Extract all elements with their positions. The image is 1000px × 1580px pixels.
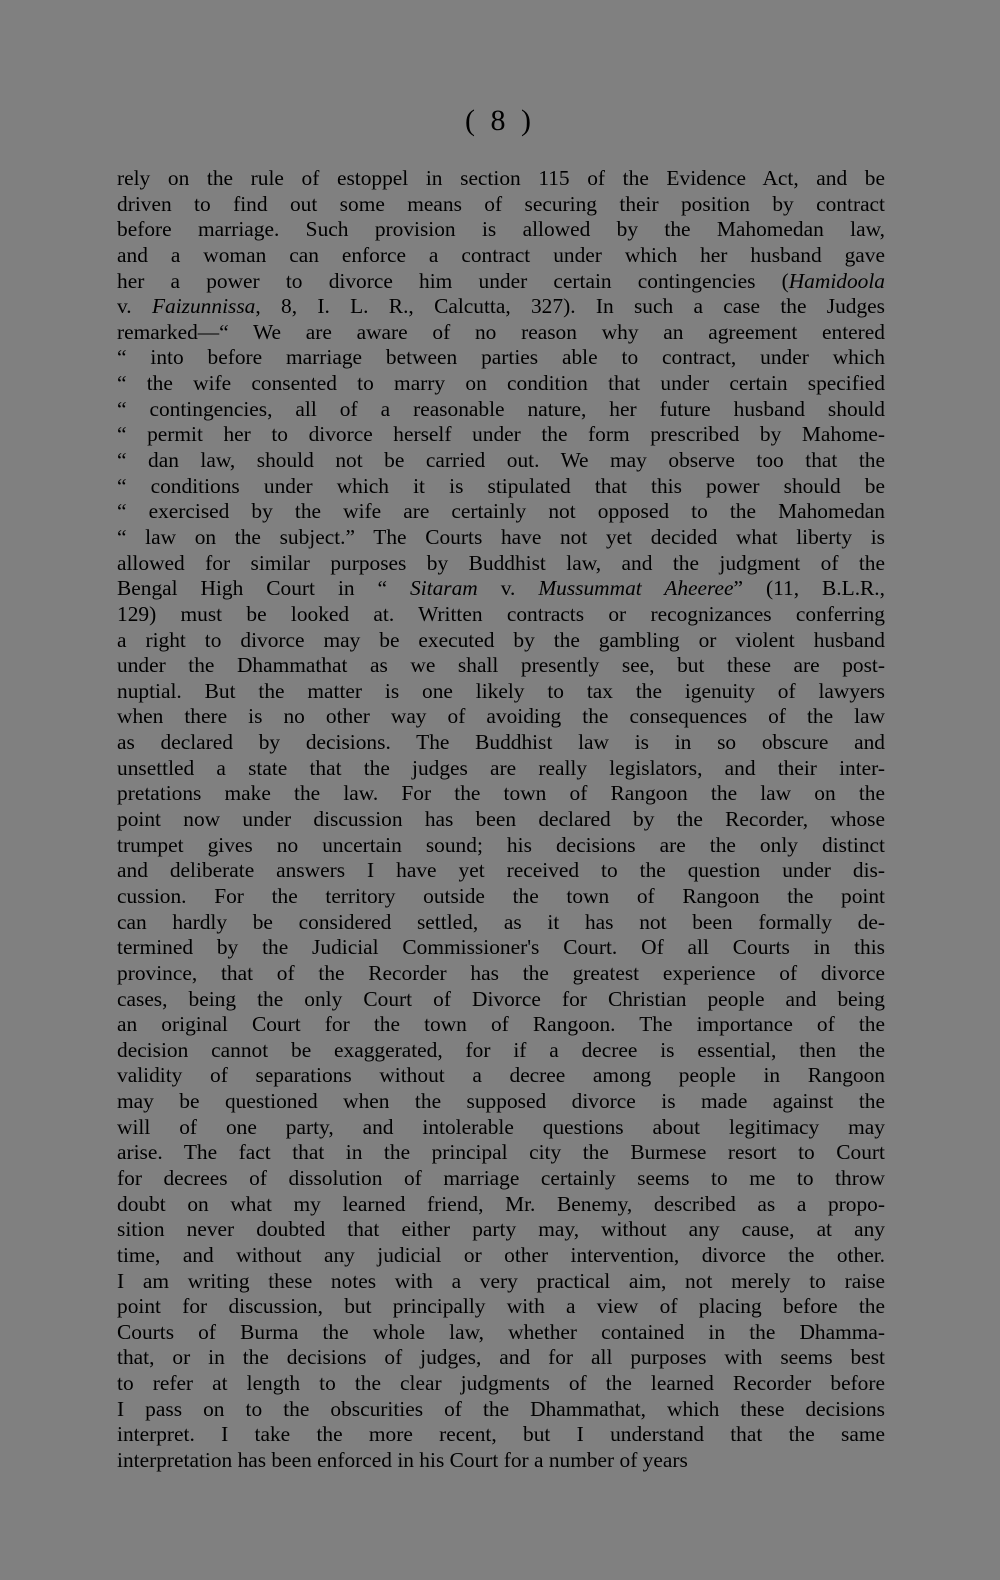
text-line: Bengal High Court in “ Sitaram v. Mussummat Aheeree” (11, B.L.R., — [117, 576, 885, 601]
text-line: “ into before marriage between parties able to contract, under which — [117, 345, 885, 370]
text-line: rely on the rule of estoppel in section 115 of the Evidence Act, and be — [117, 166, 885, 190]
text-line: a right to divorce may be executed by the gambling or violent husband — [117, 627, 885, 652]
text-line: I pass on to the obscurities of the Dhammathat, which these decisions — [117, 1396, 885, 1421]
text-line: “ law on the subject.” The Courts have not yet decided what liberty is — [117, 524, 885, 549]
text-line: to refer at length to the clear judgments of the learned Recorder before — [117, 1371, 885, 1396]
text-line: her a power to divorce him under certain contingencies (Hamidoola — [117, 268, 885, 293]
text-line: province, that of the Recorder has the greatest experience of divorce — [117, 960, 885, 985]
text-line: time, and without any judicial or other intervention, divorce the other. — [117, 1242, 885, 1267]
text-line: “ dan law, should not be carried out. We may observe too that the — [117, 448, 885, 473]
text-line: “ permit her to divorce herself under the form prescribed by Mahome- — [117, 422, 885, 447]
page-number: ( 8 ) — [465, 104, 535, 137]
text-line: as declared by decisions. The Buddhist law is in so obscure and — [117, 730, 885, 755]
case-name-italic: Sitaram — [410, 576, 478, 601]
text-line: doubt on what my learned friend, Mr. Benemy, described as a propo- — [117, 1191, 885, 1216]
text-line: 129) must be looked at. Written contracts or recognizances conferring — [117, 601, 885, 626]
text-line: unsettled a state that the judges are really legislators, and their inter- — [117, 755, 885, 780]
text-line: an original Court for the town of Rangoon. The importance of the — [117, 1012, 885, 1037]
text-line: I am writing these notes with a very practical aim, not merely to raise — [117, 1268, 885, 1293]
text-line: for decrees of dissolution of marriage certainly seems to me to throw — [117, 1165, 885, 1190]
text-line: cases, being the only Court of Divorce for Christian people and being — [117, 986, 885, 1011]
text-line: pretations make the law. For the town of Rangoon the law on the — [117, 781, 885, 806]
text-line: validity of separations without a decree among people in Rangoon — [117, 1063, 885, 1088]
text-line: v. Faizunnissa, 8, I. L. R., Calcutta, 327). In such a case the Judges — [117, 294, 885, 319]
text-line: and a woman can enforce a contract under which her husband gave — [117, 242, 885, 267]
text-line: arise. The fact that in the principal city the Burmese resort to Court — [117, 1140, 885, 1165]
text-line: termined by the Judicial Commissioner's Court. Of all Courts in this — [117, 935, 885, 960]
text-line: decision cannot be exaggerated, for if a decree is essential, then the — [117, 1037, 885, 1062]
text-line: cussion. For the territory outside the town of Rangoon the point — [117, 883, 885, 908]
text-line: may be questioned when the supposed divorce is made against the — [117, 1089, 885, 1114]
text-line: when there is no other way of avoiding the consequences of the law — [117, 704, 885, 729]
text-line: point now under discussion has been declared by the Recorder, whose — [117, 807, 885, 832]
text-line: interpretation has been enforced in his Court for a number of years — [117, 1448, 688, 1473]
text-line: “ the wife consented to marry on condition that under certain specified — [117, 371, 885, 396]
text-line: that, or in the decisions of judges, and for all purposes with seems best — [117, 1345, 885, 1370]
text-line: point for discussion, but principally with a view of placing before the — [117, 1294, 885, 1319]
case-name-italic: Mussummat Aheeree — [538, 576, 734, 601]
text-line: can hardly be considered settled, as it has not been formally de- — [117, 909, 885, 934]
text-line: before marriage. Such provision is allowed by the Mahomedan law, — [117, 217, 885, 242]
text-line: nuptial. But the matter is one likely to tax the igenuity of lawyers — [117, 678, 885, 703]
text-line: under the Dhammathat as we shall presently see, but these are post- — [117, 653, 885, 678]
case-name-italic: Faizunnissa — [151, 294, 256, 319]
text-line: remarked—“ We are aware of no reason why an agreement entered — [117, 319, 885, 344]
text-line: will of one party, and intolerable questions about legitimacy may — [117, 1114, 885, 1139]
text-line: allowed for similar purposes by Buddhist law, and the judgment of the — [117, 550, 885, 575]
text-line: interpret. I take the more recent, but I understand that the same — [117, 1422, 885, 1447]
text-line: driven to find out some means of securing their position by contract — [117, 191, 885, 216]
text-line: “ conditions under which it is stipulated that this power should be — [117, 473, 885, 498]
text-line: “ contingencies, all of a reasonable nature, her future husband should — [117, 396, 885, 421]
case-name-italic: Hamidoola — [788, 268, 885, 293]
text-line: and deliberate answers I have yet received to the question under dis- — [117, 858, 885, 883]
text-line: “ exercised by the wife are certainly not opposed to the Mahomedan — [117, 499, 885, 524]
text-line: sition never doubted that either party may, without any cause, at any — [117, 1217, 885, 1242]
body-text — [117, 166, 885, 1474]
text-line: trumpet gives no uncertain sound; his decisions are the only distinct — [117, 832, 885, 857]
text-line: Courts of Burma the whole law, whether contained in the Dhamma- — [117, 1319, 885, 1344]
